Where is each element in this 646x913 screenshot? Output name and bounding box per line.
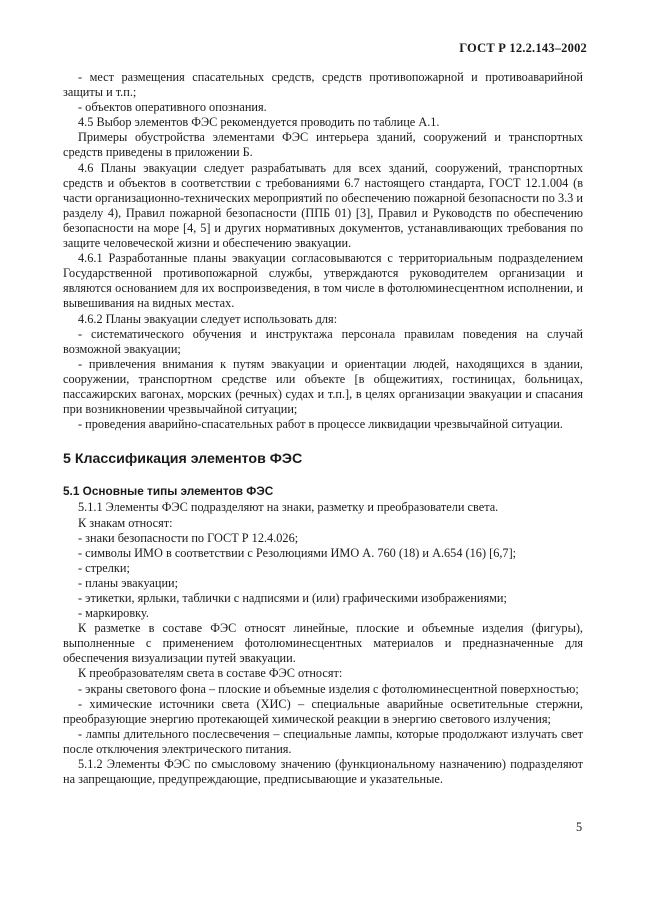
paragraph: 4.5 Выбор элементов ФЭС рекомендуется проводить по таблице А.1. <box>78 115 440 130</box>
standard-header: ГОСТ Р 12.2.143–2002 <box>459 41 587 55</box>
list-item: - химические источники света (ХИС) – специальные аварийные осветительные стержни, преобразующие энергию протекающей химической реакции в энергию светового излучения; <box>63 696 583 726</box>
paragraph: 5.1.2 Элементы ФЭС по смысловому значению (функциональному назначению) подразделяют на запрещающие, предупреждающие, предписывающие и указательные. <box>63 757 583 787</box>
paragraph: К преобразователям света в составе ФЭС относят: <box>78 666 343 681</box>
list-item: - знаки безопасности по ГОСТ Р 12.4.026; <box>78 530 299 545</box>
list-item: - стрелки; <box>78 560 130 575</box>
page-number: 5 <box>576 820 583 834</box>
list-item: - экраны светового фона – плоские и объемные изделия с фотолюминесцентной поверхностью; <box>78 681 579 696</box>
paragraph: - мест размещения спасательных средств, средств противопожарной и противоаварийной защиты и т.п.; <box>63 70 583 100</box>
section-title: 5 Классификация элементов ФЭС <box>63 451 303 468</box>
paragraph: 4.6 Планы эвакуации следует разрабатывать для всех зданий, сооружений, транспортных средств и объектов в соответствии с требованиями 6.7 настоящего стандарта, ГОСТ 12.1.004 (в части организационно-технических мероприятий по обеспечению пожарной безопасности по 3.3 и разделу 4), Правил пожарной безопасности (ППБ 01) [3], Правил и Руководств по обеспечению безопасности на море [4, 5] и других нормативных документов, устанавливающих требования по защите человеческой жизни и обеспечению эвакуации. <box>63 160 583 251</box>
paragraph: 4.6.1 Разработанные планы эвакуации согласовываются с территориальным подразделением Государственной противопожарной службы, утверждаются руководителем организации и являются основанием для их воспроизведения, в том числе в фотолюминесцентном исполнении, и вывешивания на видных местах. <box>63 251 583 311</box>
list-item: - этикетки, ярлыки, таблички с надписями и (или) графическими изображениями; <box>78 591 507 605</box>
list-item: - символы ИМО в соответствии с Резолюциями ИМО А. 760 (18) и А.654 (16) [6,7]; <box>78 545 517 560</box>
list-item: - маркировку. <box>78 606 149 621</box>
paragraph: - проведения аварийно-спасательных работ в процессе ликвидации чрезвычайной ситуации. <box>78 417 563 432</box>
paragraph: 4.6.2 Планы эвакуации следует использовать для: <box>78 311 338 326</box>
paragraph: - систематического обучения и инструктажа персонала правилам поведения на случай возможной эвакуации; <box>63 326 583 356</box>
list-item: - лампы длительного послесвечения – специальные лампы, которые продолжают излучать свет после отключения электрического питания. <box>63 726 583 756</box>
list-item: - планы эвакуации; <box>78 575 179 590</box>
paragraph: - объектов оперативного опознания. <box>78 100 267 115</box>
paragraph: - привлечения внимания к путям эвакуации и ориентации людей, находящихся в здании, сооружении, транспортном средстве или объекте [в общежитиях, гостиницах, больницах, пассажирских вагонах, морских (речных) судах и т.п.], в целях организации эвакуации и спасания при возникновении чрезвычайной ситуации; <box>63 356 583 417</box>
paragraph: 5.1.1 Элементы ФЭС подразделяют на знаки, разметку и преобразователи света. <box>78 500 499 515</box>
paragraph: К знакам относят: <box>78 515 173 530</box>
paragraph: К разметке в составе ФЭС относят линейные, плоские и объемные изделия (фигуры), выполненные с применением фотолюминесцентных материалов и предназначенные для обеспечения визуализации путей эвакуации. <box>63 621 583 666</box>
subsection-title: 5.1 Основные типы элементов ФЭС <box>63 484 274 499</box>
paragraph: Примеры обустройства элементами ФЭС интерьера зданий, сооружений и транспортных средств приведены в приложении Б. <box>63 130 583 160</box>
body-text <box>63 70 583 787</box>
